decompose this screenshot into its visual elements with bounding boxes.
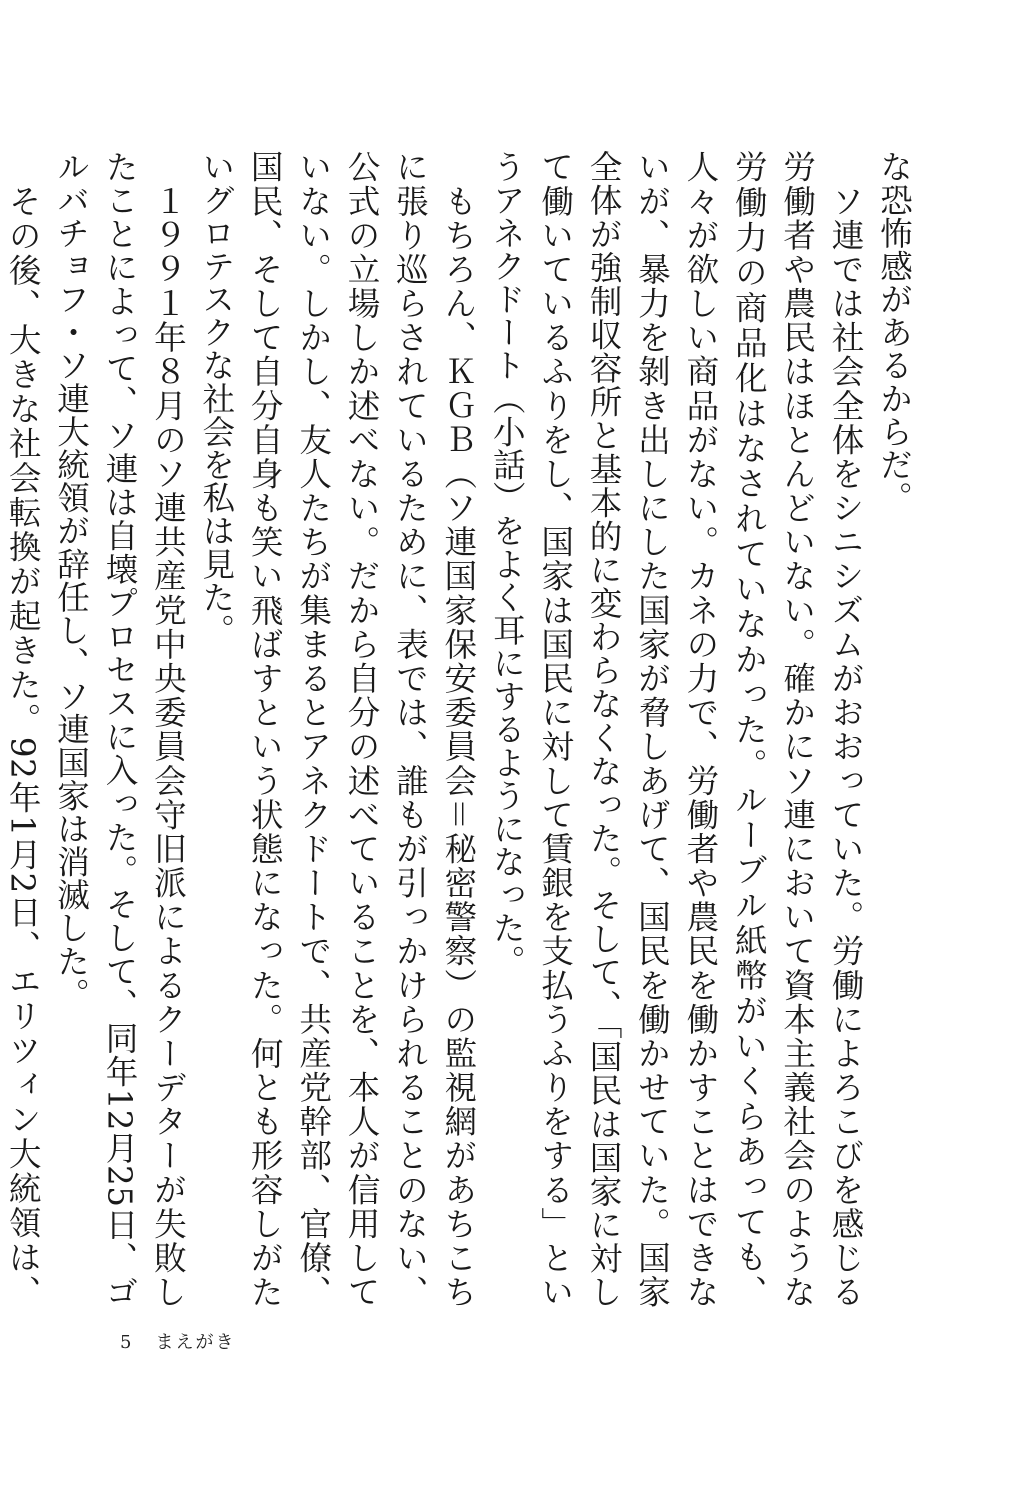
- page-number: 5: [120, 1332, 134, 1353]
- paragraph-2: ソ連では社会全体をシニシズムがおおっていた。労働によろこびを感じる労働者や農民はほとんどいない。確かにソ連において資本主義社会のような労働力の商品化はなされていなかった。ルーブル紙幣がいくらあっても、人々が欲しい商品がない。カネの力で、労働者や農民を働かすことはできないが、暴力を剝き出しにした国家が脅しあげて、国民を働かせていた。国家全体が強制収容所と基本的に変わらなくなった。そして、「国民は国家に対して働いているふりをし、国家は国民に対して賃銀を支払うふりをする」というアネクドート（小話）をよく耳にするようになった。: [487, 150, 865, 1308]
- paragraph-4: １９９１年８月のソ連共産党中央委員会守旧派によるクーデターが失敗したことによって、ソ連は自壊プロセスに入った。そして、同年12月25日、ゴルバチョフ・ソ連大統領が辞任し、ソ連国家は消滅した。: [52, 150, 187, 1308]
- paragraph-5: その後、大きな社会転換が起きた。92年1月2日、エリツィン大統領は、: [3, 184, 42, 1308]
- running-head: まえがき: [155, 1332, 236, 1353]
- body-text: [3, 150, 918, 1308]
- paragraph-1: な恐怖感があるからだ。: [875, 150, 913, 514]
- paragraph-3: もちろん、ＫＧＢ（ソ連国家保安委員会＝秘密警察）の監視網があちこちに張り巡らされているために、表では、誰もが引っかけられることのない、公式の立場しか述べない。だから自分の述べていることを、本人が信用していない。しかし、友人たちが集まるとアネクドートで、共産党幹部、官僚、国民、そして自分自身も笑い飛ばすという状態になった。何とも形容しがたいグロテスクな社会を私は見た。: [197, 150, 478, 1308]
- page-footer: [120, 1328, 235, 1354]
